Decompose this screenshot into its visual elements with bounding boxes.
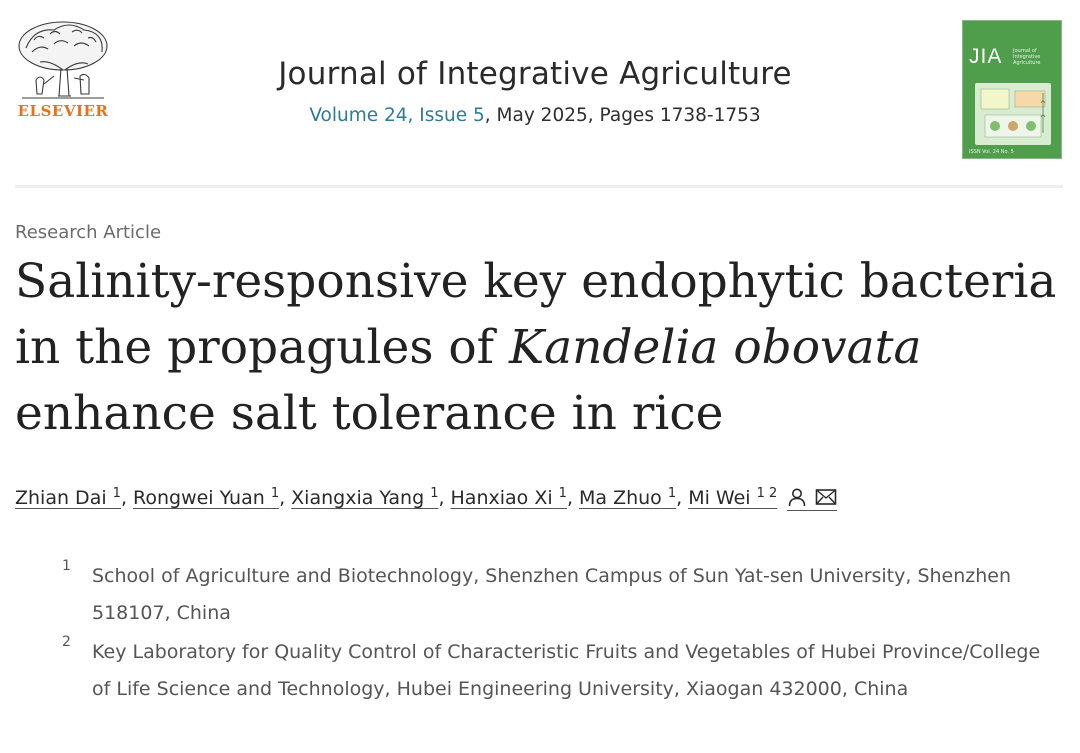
- journal-cover-thumbnail[interactable]: [962, 20, 1062, 159]
- page-header: [0, 0, 1080, 188]
- author-name: Hanxiao Xi: [450, 487, 553, 509]
- author-link[interactable]: [15, 486, 121, 509]
- corresponding-author-link[interactable]: [688, 486, 777, 509]
- cover-illustration: [975, 83, 1051, 145]
- author-name: Xiangxia Yang: [291, 487, 425, 509]
- header-divider: [15, 185, 1063, 188]
- issue-details: , May 2025, Pages 1738-1753: [484, 105, 761, 126]
- mail-icon: [815, 488, 837, 506]
- publisher-name: ELSEVIER: [17, 102, 109, 120]
- issue-line: [230, 105, 840, 126]
- article-type: Research Article: [15, 222, 162, 243]
- corresponding-author-icons[interactable]: [787, 487, 837, 511]
- title-line-2-prefix: in the propagules of: [15, 320, 510, 375]
- affiliation-text: Key Laboratory for Quality Control of Characteristic Fruits and Vegetables of Hubei Province/College of Life Science and Technology, Hubei Engineering University, Xiaogan 432000, China: [92, 641, 1041, 700]
- affiliation-text: School of Agriculture and Biotechnology, Shenzhen Campus of Sun Yat-sen University, Shenzhen 518107, China: [92, 565, 1012, 624]
- volume-issue-link[interactable]: Volume 24, Issue 5: [309, 105, 485, 126]
- author-name: Mi Wei: [688, 487, 751, 509]
- title-line-3: enhance salt tolerance in rice: [15, 386, 724, 441]
- author-affiliation-ref: 1: [667, 486, 677, 501]
- cover-figure-icon: [975, 83, 1051, 145]
- elsevier-logo[interactable]: [14, 18, 112, 124]
- author-name: Ma Zhuo: [579, 487, 662, 509]
- author-separator: ,: [566, 487, 573, 509]
- author-link[interactable]: [133, 486, 279, 509]
- person-icon: [787, 487, 807, 507]
- author-link[interactable]: [451, 486, 567, 509]
- journal-title[interactable]: Journal of Integrative Agriculture: [278, 56, 792, 92]
- cover-subtitle: Journal of Integrative Agriculture: [1013, 48, 1041, 66]
- journal-info: [230, 56, 840, 126]
- affiliation-number: 1: [62, 558, 71, 574]
- author-affiliation-ref: 1: [270, 486, 280, 501]
- author-separator: ,: [279, 487, 286, 509]
- author-separator: ,: [120, 487, 127, 509]
- article-title: [15, 249, 1075, 447]
- author-affiliation-ref: 1: [112, 486, 121, 501]
- elsevier-tree-icon: [14, 18, 112, 102]
- author-link[interactable]: [291, 486, 438, 509]
- title-line-1: Salinity-responsive key endophytic bacteria: [15, 254, 1057, 309]
- author-link[interactable]: [579, 486, 676, 509]
- author-affiliation-ref: 1: [430, 486, 439, 501]
- author-list: [15, 484, 837, 509]
- affiliation-item: [62, 558, 1062, 632]
- author-affiliation-ref: 1 2: [756, 486, 778, 501]
- affiliation-number: 2: [62, 634, 71, 650]
- affiliation-item: [62, 634, 1062, 708]
- author-affiliation-ref: 1: [558, 486, 567, 501]
- title-line-2: [15, 315, 1075, 381]
- species-name: Kandelia obovata: [509, 320, 922, 375]
- cover-title: JIA: [969, 45, 1003, 68]
- author-separator: ,: [676, 487, 683, 509]
- affiliation-list: [62, 558, 1062, 710]
- author-name: Zhian Dai: [15, 487, 107, 509]
- author-name: Rongwei Yuan: [133, 487, 265, 509]
- cover-footer: ISSN Vol. 24 No. 5: [969, 149, 1014, 155]
- author-separator: ,: [438, 487, 445, 509]
